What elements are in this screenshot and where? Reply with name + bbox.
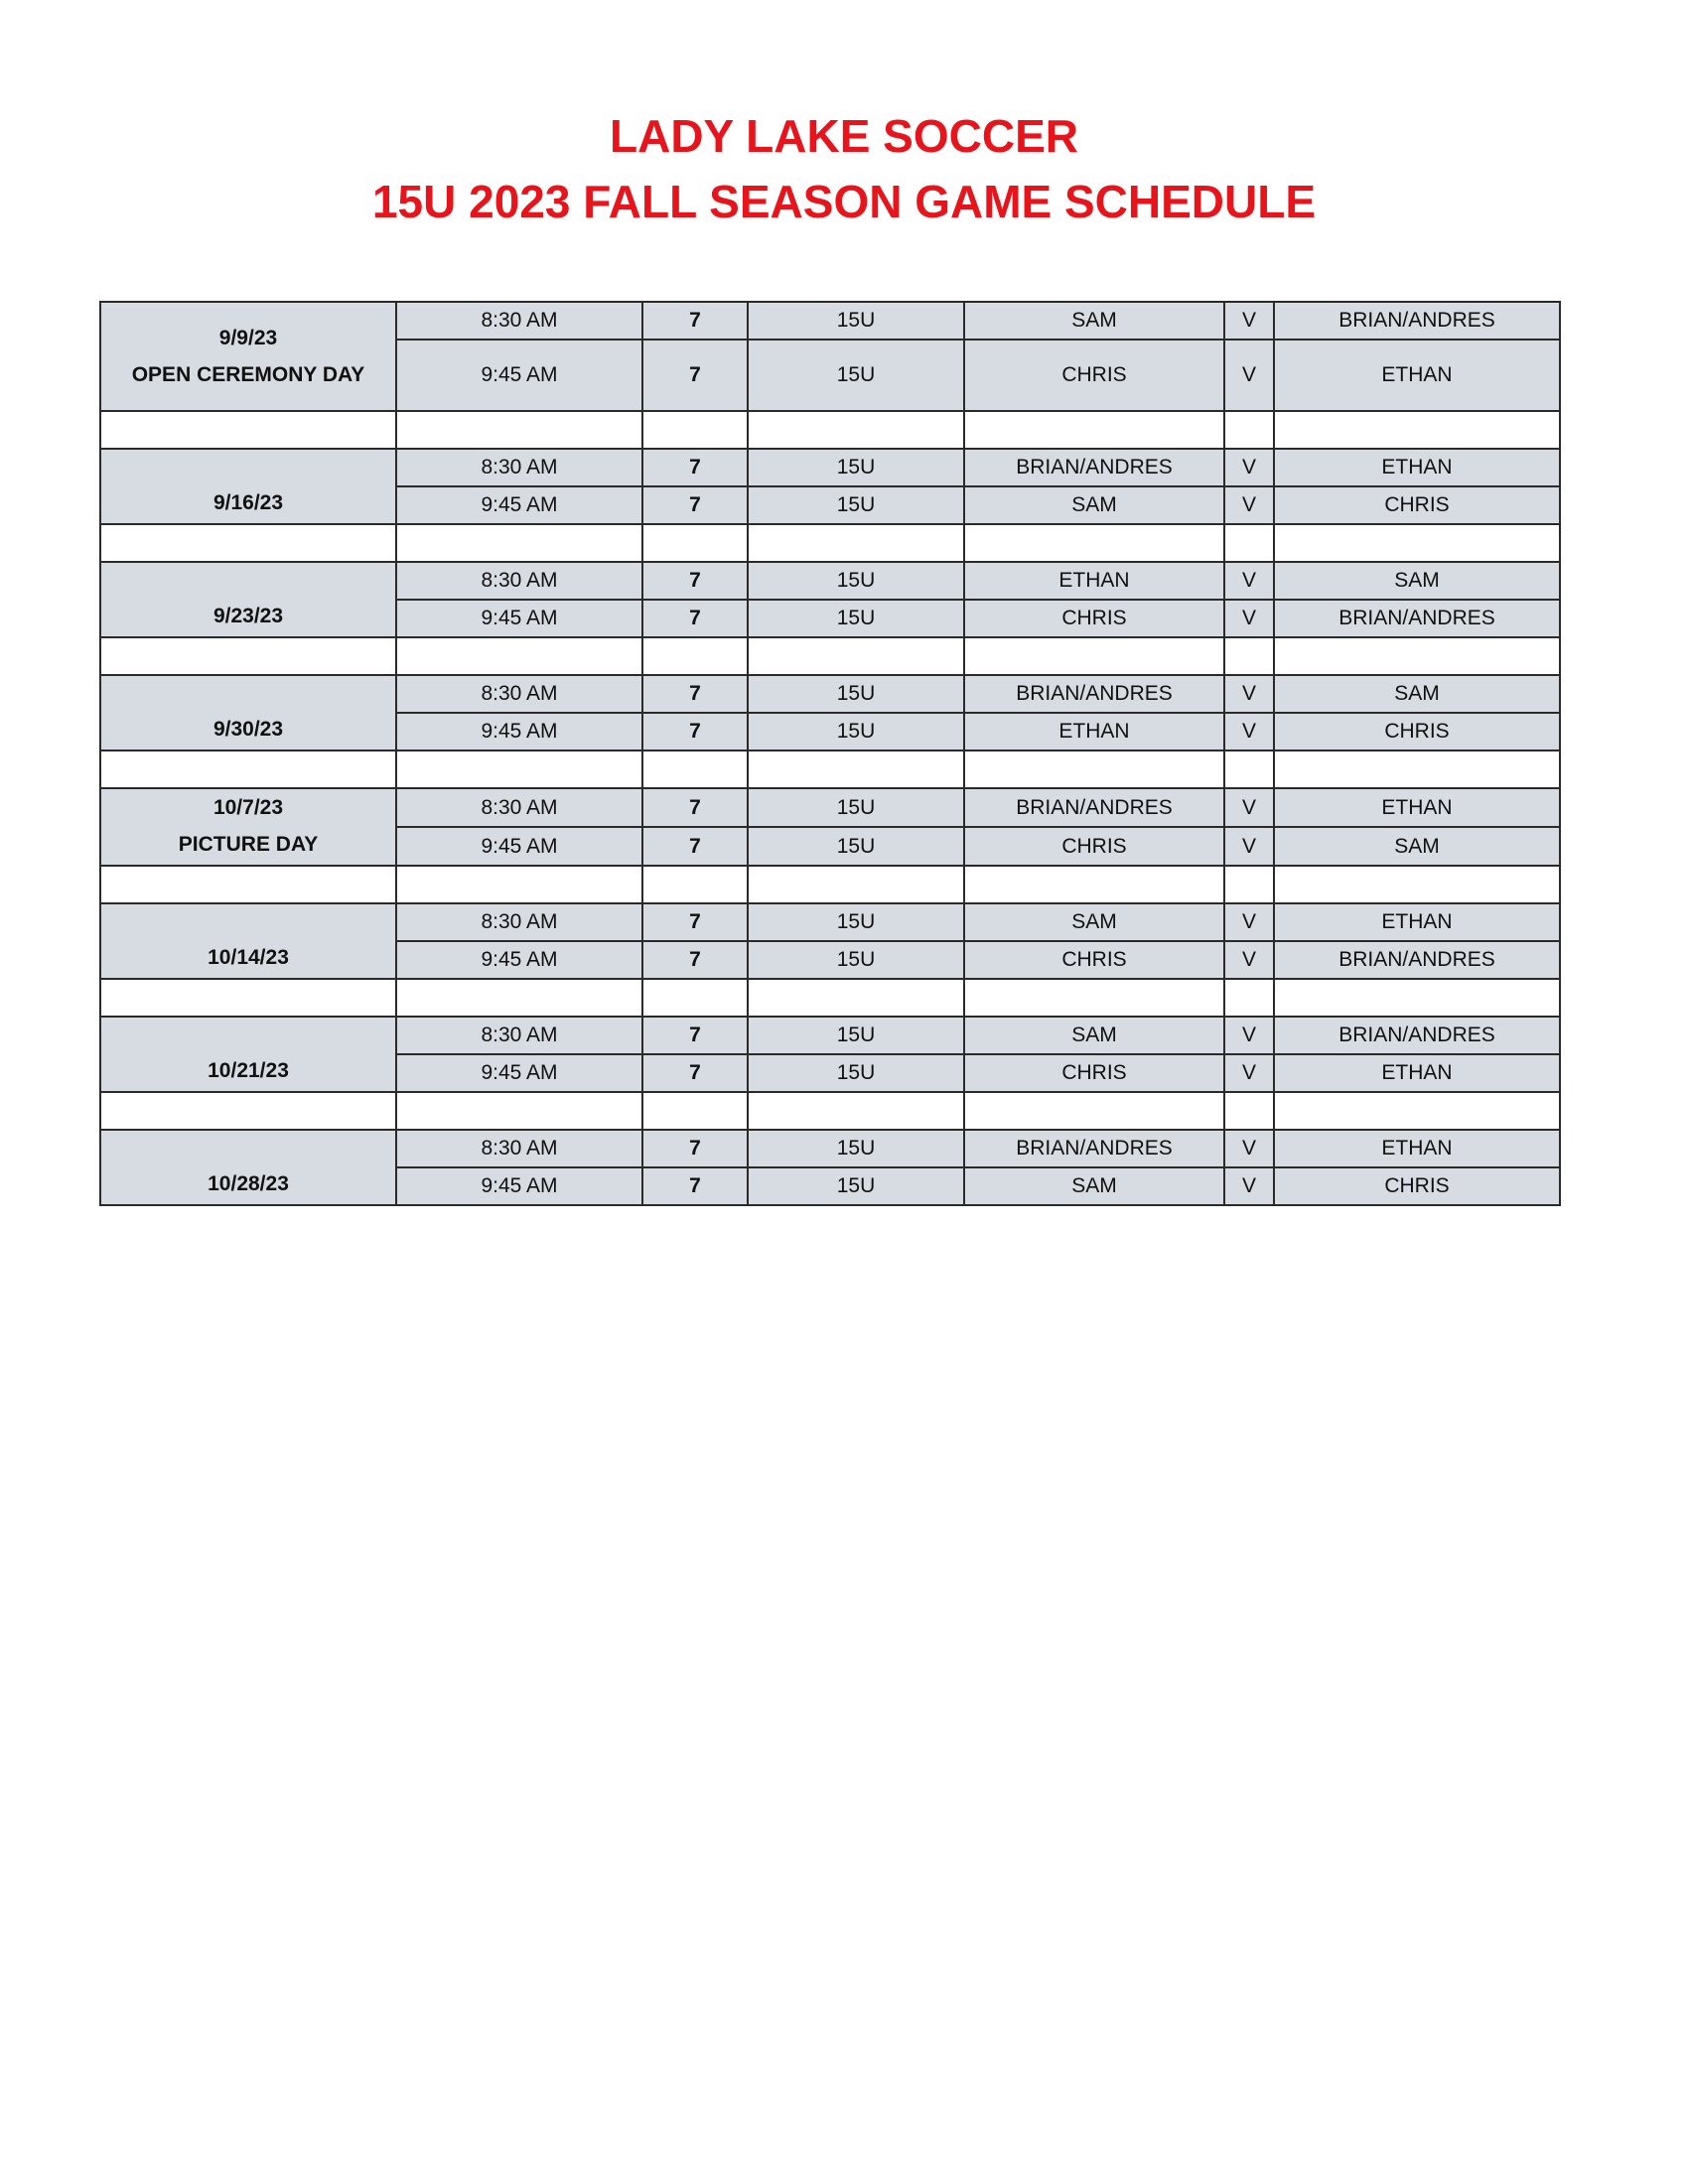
versus-marker: V	[1224, 340, 1274, 411]
game-field: 7	[642, 562, 748, 600]
week-date-cell	[100, 1130, 396, 1205]
game-field: 7	[642, 302, 748, 340]
game-time: 8:30 AM	[396, 903, 642, 941]
page-title: LADY LAKE SOCCER	[610, 110, 1078, 162]
game-division: 15U	[748, 1130, 964, 1167]
spacer-row	[100, 866, 1560, 903]
versus-marker: V	[1224, 486, 1274, 524]
home-team: BRIAN/ANDRES	[964, 675, 1224, 713]
game-field: 7	[642, 1167, 748, 1205]
empty-cell	[748, 751, 964, 788]
empty-cell	[642, 411, 748, 449]
away-team: SAM	[1274, 675, 1560, 713]
game-time: 9:45 AM	[396, 600, 642, 637]
empty-cell	[964, 1092, 1224, 1130]
empty-cell	[642, 866, 748, 903]
week-date: 10/7/23	[212, 796, 284, 819]
table-row	[100, 1130, 1560, 1167]
home-team: CHRIS	[964, 827, 1224, 866]
week-date: 10/21/23	[208, 1059, 289, 1082]
week-date: 9/23/23	[212, 605, 284, 627]
table-row	[100, 449, 1560, 486]
home-team: BRIAN/ANDRES	[964, 788, 1224, 827]
empty-cell	[100, 979, 396, 1017]
empty-cell	[100, 411, 396, 449]
game-field: 7	[642, 827, 748, 866]
game-time: 9:45 AM	[396, 941, 642, 979]
game-field: 7	[642, 941, 748, 979]
empty-cell	[396, 524, 642, 562]
empty-cell	[964, 524, 1224, 562]
game-division: 15U	[748, 302, 964, 340]
page-subtitle: 15U 2023 FALL SEASON GAME SCHEDULE	[371, 176, 1317, 227]
home-team: SAM	[964, 1167, 1224, 1205]
empty-cell	[748, 637, 964, 675]
versus-marker: V	[1224, 302, 1274, 340]
away-team: BRIAN/ANDRES	[1274, 1017, 1560, 1054]
empty-cell	[748, 979, 964, 1017]
game-time: 9:45 AM	[396, 1167, 642, 1205]
empty-cell	[396, 1092, 642, 1130]
empty-cell	[1274, 524, 1560, 562]
versus-marker: V	[1224, 562, 1274, 600]
empty-cell	[396, 637, 642, 675]
spacer-row	[100, 524, 1560, 562]
away-team: CHRIS	[1274, 486, 1560, 524]
game-field: 7	[642, 486, 748, 524]
game-time: 8:30 AM	[396, 675, 642, 713]
empty-cell	[748, 524, 964, 562]
away-team: CHRIS	[1274, 1167, 1560, 1205]
versus-marker: V	[1224, 788, 1274, 827]
empty-cell	[1274, 979, 1560, 1017]
home-team: CHRIS	[964, 1054, 1224, 1092]
game-time: 9:45 AM	[396, 713, 642, 751]
home-team: SAM	[964, 486, 1224, 524]
empty-cell	[748, 411, 964, 449]
week-date-cell	[100, 1017, 396, 1092]
week-date-cell	[100, 675, 396, 751]
game-division: 15U	[748, 903, 964, 941]
empty-cell	[748, 866, 964, 903]
game-time: 9:45 AM	[396, 340, 642, 411]
week-note: OPEN CEREMONY DAY	[131, 363, 365, 386]
empty-cell	[964, 979, 1224, 1017]
game-field: 7	[642, 903, 748, 941]
game-division: 15U	[748, 486, 964, 524]
week-date: 10/14/23	[208, 946, 289, 969]
empty-cell	[1274, 1092, 1560, 1130]
game-time: 9:45 AM	[396, 1054, 642, 1092]
week-date: 9/16/23	[212, 491, 284, 514]
away-team: ETHAN	[1274, 788, 1560, 827]
game-field: 7	[642, 1054, 748, 1092]
versus-marker: V	[1224, 1017, 1274, 1054]
versus-marker: V	[1224, 675, 1274, 713]
game-division: 15U	[748, 1167, 964, 1205]
away-team: ETHAN	[1274, 1054, 1560, 1092]
empty-cell	[1274, 637, 1560, 675]
home-team: ETHAN	[964, 713, 1224, 751]
empty-cell	[396, 866, 642, 903]
empty-cell	[964, 751, 1224, 788]
empty-cell	[396, 751, 642, 788]
table-row	[100, 788, 1560, 827]
spacer-row	[100, 1092, 1560, 1130]
game-division: 15U	[748, 449, 964, 486]
week-date-cell	[100, 903, 396, 979]
home-team: CHRIS	[964, 340, 1224, 411]
versus-marker: V	[1224, 713, 1274, 751]
game-field: 7	[642, 449, 748, 486]
away-team: SAM	[1274, 562, 1560, 600]
game-division: 15U	[748, 340, 964, 411]
game-time: 8:30 AM	[396, 302, 642, 340]
away-team: BRIAN/ANDRES	[1274, 600, 1560, 637]
empty-cell	[1274, 866, 1560, 903]
spacer-row	[100, 411, 1560, 449]
empty-cell	[964, 866, 1224, 903]
empty-cell	[748, 1092, 964, 1130]
away-team: CHRIS	[1274, 713, 1560, 751]
game-field: 7	[642, 1017, 748, 1054]
away-team: ETHAN	[1274, 449, 1560, 486]
game-time: 8:30 AM	[396, 1130, 642, 1167]
home-team: SAM	[964, 903, 1224, 941]
empty-cell	[1224, 411, 1274, 449]
game-division: 15U	[748, 713, 964, 751]
empty-cell	[1224, 979, 1274, 1017]
spacer-row	[100, 979, 1560, 1017]
home-team: SAM	[964, 302, 1224, 340]
game-time: 9:45 AM	[396, 827, 642, 866]
versus-marker: V	[1224, 827, 1274, 866]
empty-cell	[1274, 751, 1560, 788]
home-team: ETHAN	[964, 562, 1224, 600]
week-date-cell	[100, 449, 396, 524]
home-team: CHRIS	[964, 600, 1224, 637]
away-team: ETHAN	[1274, 903, 1560, 941]
table-row	[100, 903, 1560, 941]
game-time: 8:30 AM	[396, 449, 642, 486]
empty-cell	[100, 866, 396, 903]
empty-cell	[1274, 411, 1560, 449]
away-team: ETHAN	[1274, 1130, 1560, 1167]
versus-marker: V	[1224, 941, 1274, 979]
versus-marker: V	[1224, 1054, 1274, 1092]
empty-cell	[1224, 866, 1274, 903]
table-row	[100, 562, 1560, 600]
week-date-cell	[100, 302, 396, 411]
empty-cell	[100, 1092, 396, 1130]
empty-cell	[100, 751, 396, 788]
empty-cell	[1224, 524, 1274, 562]
game-field: 7	[642, 1130, 748, 1167]
away-team: SAM	[1274, 827, 1560, 866]
table-row	[100, 675, 1560, 713]
table-row	[100, 302, 1560, 340]
week-date: 9/9/23	[218, 327, 278, 349]
game-division: 15U	[748, 600, 964, 637]
empty-cell	[642, 979, 748, 1017]
away-team: ETHAN	[1274, 340, 1560, 411]
versus-marker: V	[1224, 1167, 1274, 1205]
game-division: 15U	[748, 941, 964, 979]
week-date-cell	[100, 562, 396, 637]
empty-cell	[1224, 1092, 1274, 1130]
schedule-table	[99, 301, 1561, 1206]
empty-cell	[964, 411, 1224, 449]
game-division: 15U	[748, 562, 964, 600]
away-team: BRIAN/ANDRES	[1274, 941, 1560, 979]
game-time: 8:30 AM	[396, 788, 642, 827]
game-field: 7	[642, 788, 748, 827]
game-time: 9:45 AM	[396, 486, 642, 524]
empty-cell	[642, 751, 748, 788]
game-division: 15U	[748, 1017, 964, 1054]
versus-marker: V	[1224, 600, 1274, 637]
away-team: BRIAN/ANDRES	[1274, 302, 1560, 340]
empty-cell	[396, 411, 642, 449]
game-field: 7	[642, 713, 748, 751]
empty-cell	[100, 637, 396, 675]
game-time: 8:30 AM	[396, 562, 642, 600]
empty-cell	[1224, 751, 1274, 788]
empty-cell	[396, 979, 642, 1017]
versus-marker: V	[1224, 903, 1274, 941]
week-date: 10/28/23	[208, 1172, 289, 1195]
week-date: 9/30/23	[212, 718, 284, 741]
game-field: 7	[642, 340, 748, 411]
game-division: 15U	[748, 788, 964, 827]
game-field: 7	[642, 675, 748, 713]
table-row	[100, 1017, 1560, 1054]
game-division: 15U	[748, 1054, 964, 1092]
spacer-row	[100, 637, 1560, 675]
home-team: BRIAN/ANDRES	[964, 449, 1224, 486]
versus-marker: V	[1224, 449, 1274, 486]
home-team: BRIAN/ANDRES	[964, 1130, 1224, 1167]
home-team: SAM	[964, 1017, 1224, 1054]
empty-cell	[1224, 637, 1274, 675]
empty-cell	[642, 637, 748, 675]
empty-cell	[100, 524, 396, 562]
week-note: PICTURE DAY	[178, 833, 319, 856]
versus-marker: V	[1224, 1130, 1274, 1167]
game-division: 15U	[748, 675, 964, 713]
home-team: CHRIS	[964, 941, 1224, 979]
schedule-body	[100, 302, 1560, 1205]
spacer-row	[100, 751, 1560, 788]
game-time: 8:30 AM	[396, 1017, 642, 1054]
empty-cell	[642, 1092, 748, 1130]
game-division: 15U	[748, 827, 964, 866]
game-field: 7	[642, 600, 748, 637]
empty-cell	[964, 637, 1224, 675]
week-date-cell	[100, 788, 396, 866]
empty-cell	[642, 524, 748, 562]
